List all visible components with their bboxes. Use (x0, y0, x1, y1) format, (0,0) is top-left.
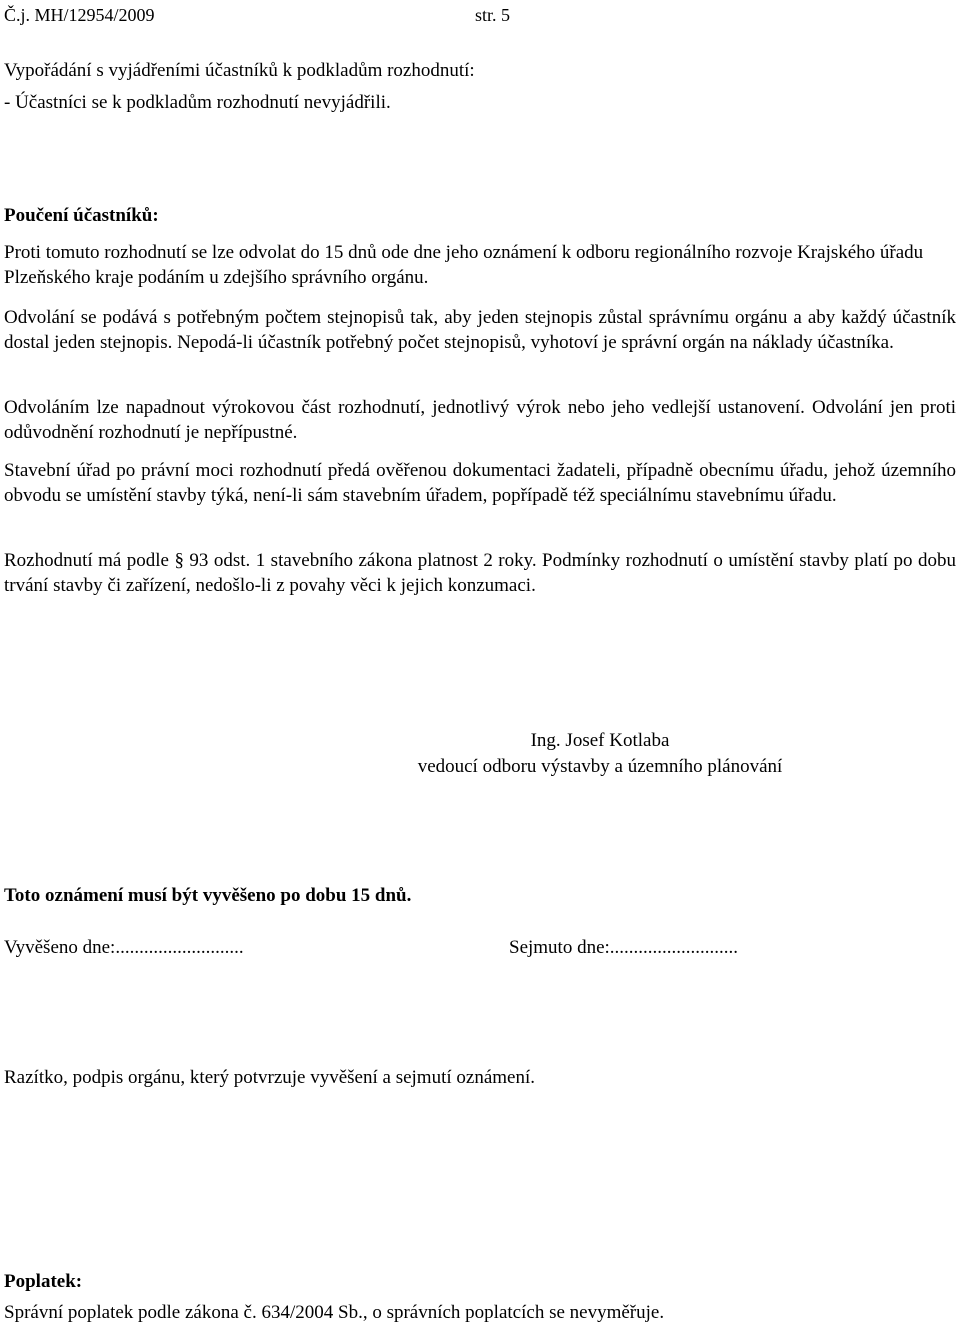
instruction-paragraph-appeal: Proti tomuto rozhodnutí se lze odvolat do 15 dnů ode dne jeho oznámení k odboru regionálního rozvoje Krajského úřadu Plzeňského kraje podáním u zdejšího správního orgánu. (4, 242, 924, 288)
page-header (4, 4, 511, 26)
instruction-heading: Poučení účastníků: (4, 205, 159, 226)
fee-text: Správní poplatek podle zákona č. 634/2004 Sb., o správních poplatcích se nevyměřuje. (4, 1302, 665, 1323)
copies-sentence-1: Odvolání se podává s potřebným počtem stejnopisů tak, aby jeden stejnopis zůstal správnímu orgánu a aby každý účastník dostal jeden stejnopis. (4, 307, 956, 353)
statements-heading: Vypořádání s vyjádřeními účastníků k podkladům rozhodnutí: (4, 60, 475, 81)
signature-block (380, 728, 820, 780)
instruction-paragraph-validity: Rozhodnutí má podle § 93 odst. 1 stavebního zákona platnost 2 roky. Podmínky rozhodnutí o umístění stavby platí po dobu trvání stavby či zařízení, nedošlo-li z povahy věci k jejich konzumaci. (4, 550, 956, 596)
scope-sentence-2: Odvolání jen proti odůvodnění rozhodnutí je nepřípustné. (4, 397, 957, 443)
scope-sentence-1: Odvoláním lze napadnout výrokovou část rozhodnutí, jednotlivý výrok nebo jeho vedlejší ustanovení. (4, 397, 805, 418)
instruction-paragraph-copies (4, 305, 956, 355)
instruction-paragraph-documentation: Stavební úřad po právní moci rozhodnutí předá ověřenou dokumentaci žadateli, případně obecnímu úřadu, jehož územního obvodu se umístění stavby týká, není-li sám stavebním úřadem, popřípadě též speciálnímu stavebnímu úřadu. (4, 460, 956, 506)
instruction-paragraph-scope (4, 395, 956, 445)
statements-item: - Účastníci se k podkladům rozhodnutí nevyjádřili. (4, 92, 391, 113)
posting-dates (4, 935, 956, 961)
page-number: str. 5 (475, 5, 511, 25)
posted-date-field: Vyvěšeno dne:........................... (4, 937, 244, 958)
fee-heading: Poplatek: (4, 1271, 83, 1292)
removed-date-field: Sejmuto dne:........................... (509, 937, 739, 958)
signatory-position: vedoucí odboru výstavby a územního plánování (417, 756, 783, 777)
posting-notice: Toto oznámení musí být vyvěšeno po dobu 15 dnů. (4, 885, 412, 906)
signatory-name: Ing. Josef Kotlaba (530, 730, 670, 751)
reference-number: Č.j. MH/12954/2009 (4, 5, 155, 25)
stamp-note: Razítko, podpis orgánu, který potvrzuje vyvěšení a sejmutí oznámení. (4, 1067, 535, 1088)
copies-sentence-2: Nepodá-li účastník potřebný počet stejnopisů, vyhotoví je správní orgán na náklady účastníka. (177, 332, 894, 353)
